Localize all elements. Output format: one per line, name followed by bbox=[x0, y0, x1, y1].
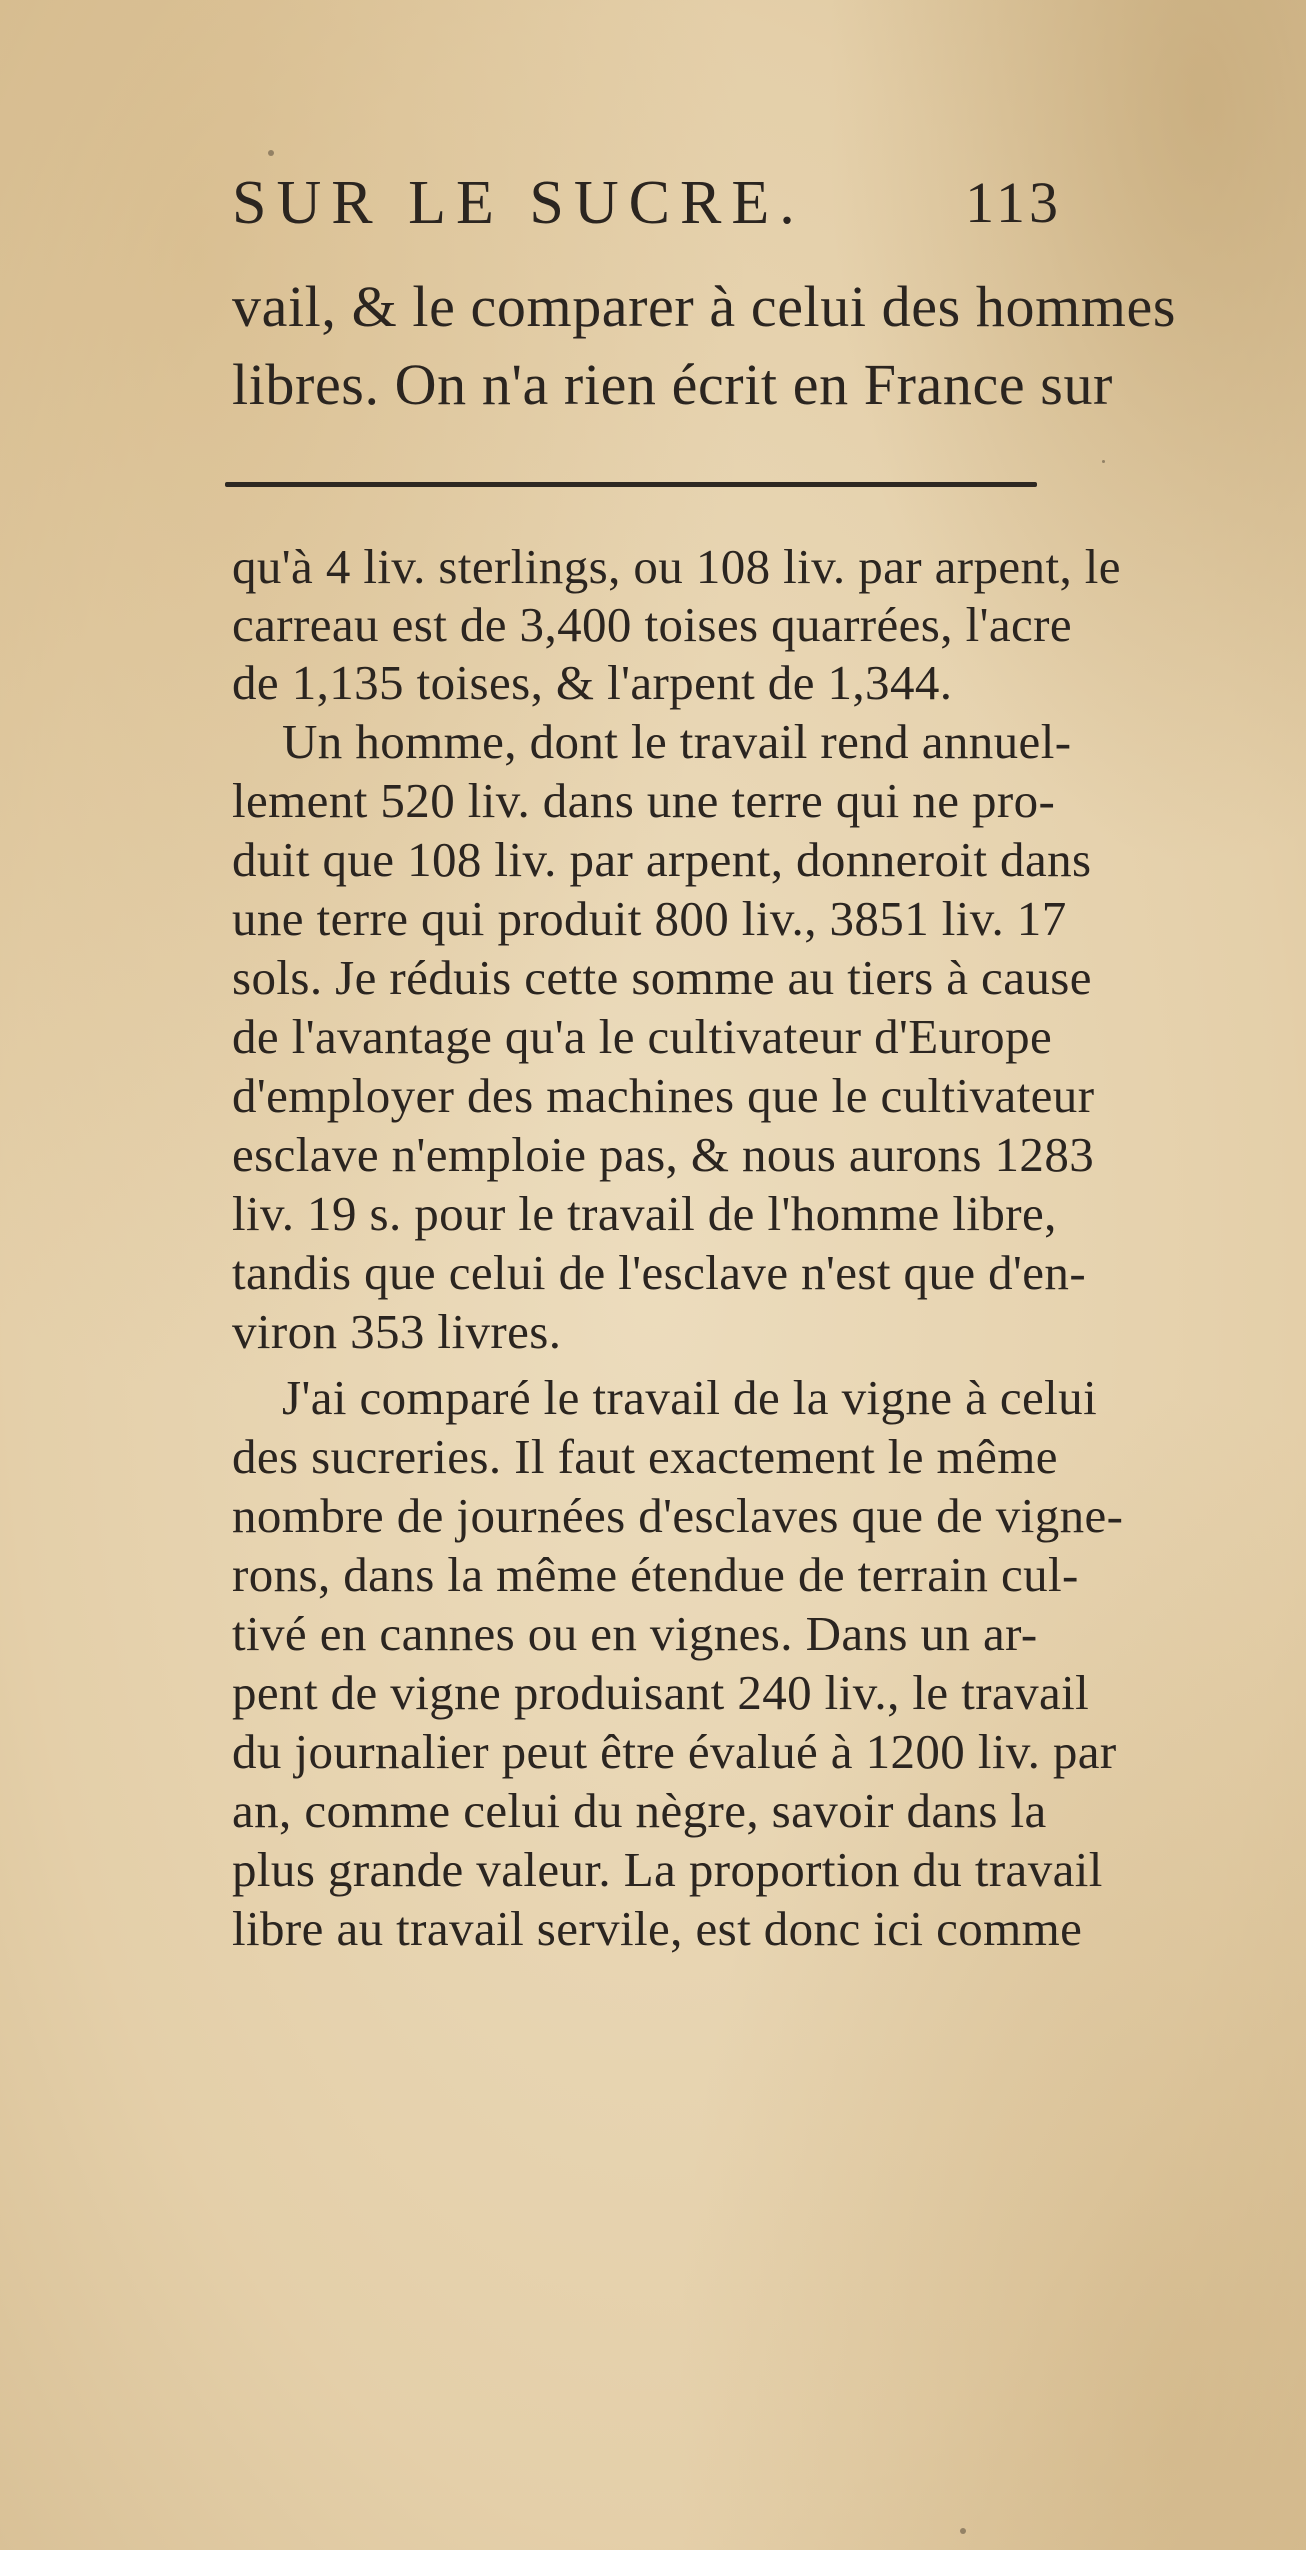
footnote-separator-rule bbox=[225, 482, 1037, 487]
paper-fleck bbox=[268, 150, 274, 156]
footnote-line: tivé en cannes ou en vignes. Dans un ar- bbox=[232, 1606, 1038, 1661]
footnote-line: une terre qui produit 800 liv., 3851 liv. 17 bbox=[232, 891, 1067, 946]
footnote-line: qu'à 4 liv. sterlings, ou 108 liv. par arpent, le bbox=[232, 539, 1121, 594]
footnote-line: liv. 19 s. pour le travail de l'homme libre, bbox=[232, 1186, 1057, 1241]
footnote-line: tandis que celui de l'esclave n'est que d'en- bbox=[232, 1245, 1087, 1300]
footnote-line: an, comme celui du nègre, savoir dans la bbox=[232, 1783, 1047, 1838]
footnote-line: pent de vigne produisant 240 liv., le travail bbox=[232, 1665, 1090, 1720]
footnote-line: viron 353 livres. bbox=[232, 1304, 562, 1359]
paper-fleck bbox=[960, 2528, 966, 2534]
running-head-title: SUR LE SUCRE. bbox=[232, 169, 805, 237]
main-text-line: vail, & le comparer à celui des hommes bbox=[232, 274, 1177, 339]
footnote-line: duit que 108 liv. par arpent, donneroit dans bbox=[232, 832, 1092, 887]
footnote-line: sols. Je réduis cette somme au tiers à cause bbox=[232, 950, 1092, 1005]
footnote-line: esclave n'emploie pas, & nous aurons 1283 bbox=[232, 1127, 1095, 1182]
footnote-line: Un homme, dont le travail rend annuel- bbox=[282, 714, 1072, 769]
footnote-line: du journalier peut être évalué à 1200 liv. par bbox=[232, 1724, 1117, 1779]
footnote-line: rons, dans la même étendue de terrain cul- bbox=[232, 1547, 1079, 1602]
footnote-line: des sucreries. Il faut exactement le même bbox=[232, 1429, 1058, 1484]
page-number: 113 bbox=[965, 170, 1062, 235]
footnote-line: J'ai comparé le travail de la vigne à celui bbox=[282, 1370, 1098, 1425]
footnote-line: de l'avantage qu'a le cultivateur d'Europe bbox=[232, 1009, 1053, 1064]
paper-fleck bbox=[1102, 460, 1105, 463]
footnote-line: plus grande valeur. La proportion du travail bbox=[232, 1842, 1103, 1897]
footnote-line: libre au travail servile, est donc ici comme bbox=[232, 1901, 1083, 1956]
footnote-line: de 1,135 toises, & l'arpent de 1,344. bbox=[232, 655, 953, 710]
footnote-line: carreau est de 3,400 toises quarrées, l'acre bbox=[232, 597, 1072, 652]
running-head bbox=[232, 168, 1062, 238]
footnote-line: lement 520 liv. dans une terre qui ne pro- bbox=[232, 773, 1056, 828]
main-text-line: libres. On n'a rien écrit en France sur bbox=[232, 352, 1113, 417]
footnote-line: nombre de journées d'esclaves que de vigne- bbox=[232, 1488, 1124, 1543]
footnote-line: d'employer des machines que le cultivateur bbox=[232, 1068, 1095, 1123]
